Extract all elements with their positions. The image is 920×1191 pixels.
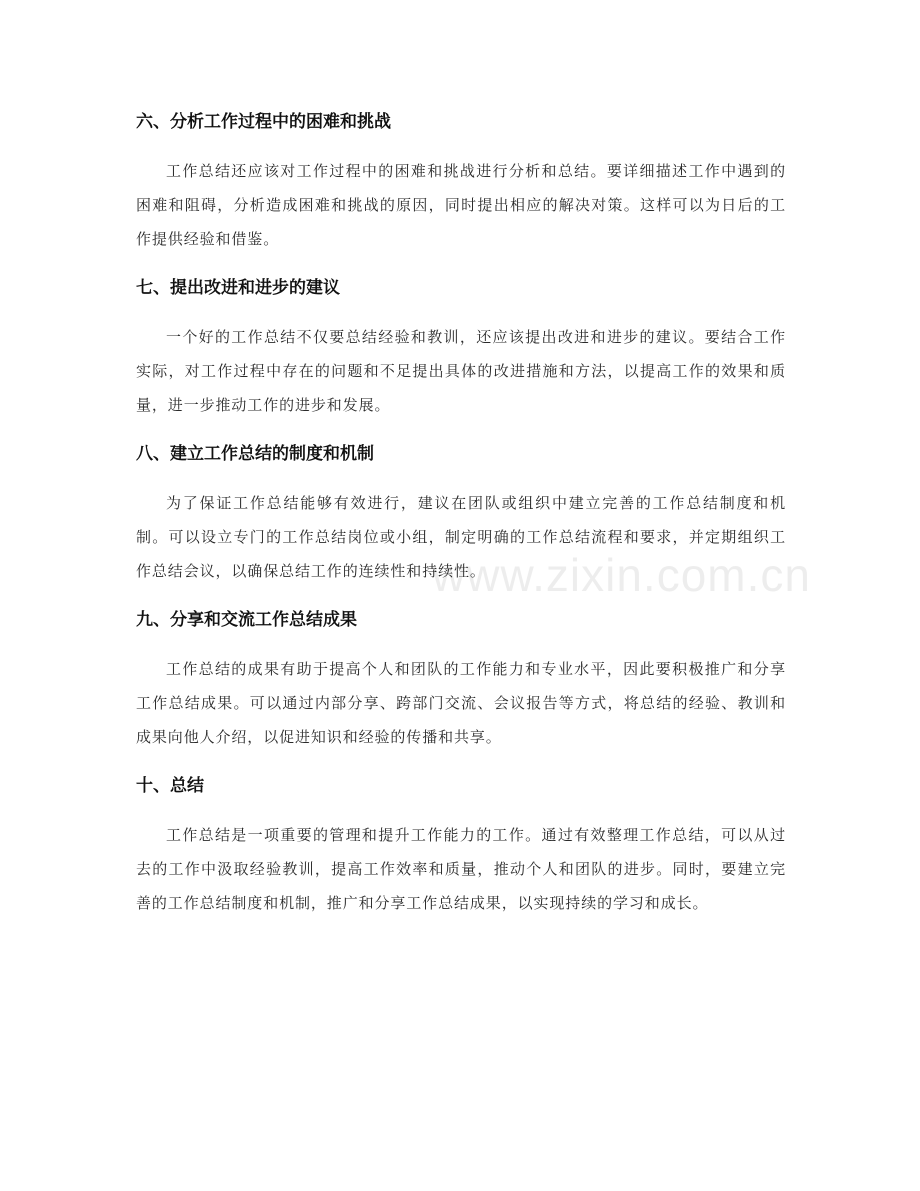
section-improvements xyxy=(136,268,786,422)
section-heading: 八、建立工作总结的制度和机制 xyxy=(136,444,374,464)
section-heading: 六、分析工作过程中的困难和挑战 xyxy=(136,112,391,132)
section-paragraph: 工作总结还应该对工作过程中的困难和挑战进行分析和总结。要详细描述工作中遇到的困难和阻碍，分析造成困难和挑战的原因，同时提出相应的解决对策。这样可以为日后的工作提供经验和借鉴。 xyxy=(136,162,786,248)
document-content xyxy=(136,102,786,932)
section-paragraph: 一个好的工作总结不仅要总结经验和教训，还应该提出改进和进步的建议。要结合工作实际，对工作过程中存在的问题和不足提出具体的改进措施和方法，以提高工作的效果和质量，进一步推动工作的进步和发展。 xyxy=(136,328,786,414)
section-conclusion xyxy=(136,766,786,920)
section-paragraph: 工作总结的成果有助于提高个人和团队的工作能力和专业水平，因此要积极推广和分享工作总结成果。可以通过内部分享、跨部门交流、会议报告等方式，将总结的经验、教训和成果向他人介绍，以促进知识和经验的传播和共享。 xyxy=(136,660,786,746)
section-heading: 十、总结 xyxy=(136,776,204,796)
section-difficulties xyxy=(136,102,786,256)
watermark-text: www.zixin.com.cn xyxy=(432,549,811,601)
section-sharing xyxy=(136,600,786,754)
section-paragraph: 为了保证工作总结能够有效进行，建议在团队或组织中建立完善的工作总结制度和机制。可以设立专门的工作总结岗位或小组，制定明确的工作总结流程和要求，并定期组织工作总结会议，以确保总结工作的连续性和持续性。 xyxy=(136,494,786,580)
section-system xyxy=(136,434,786,588)
section-heading: 九、分享和交流工作总结成果 xyxy=(136,610,357,630)
section-paragraph: 工作总结是一项重要的管理和提升工作能力的工作。通过有效整理工作总结，可以从过去的工作中汲取经验教训，提高工作效率和质量，推动个人和团队的进步。同时，要建立完善的工作总结制度和机制，推广和分享工作总结成果，以实现持续的学习和成长。 xyxy=(136,826,786,912)
section-heading: 七、提出改进和进步的建议 xyxy=(136,278,340,298)
